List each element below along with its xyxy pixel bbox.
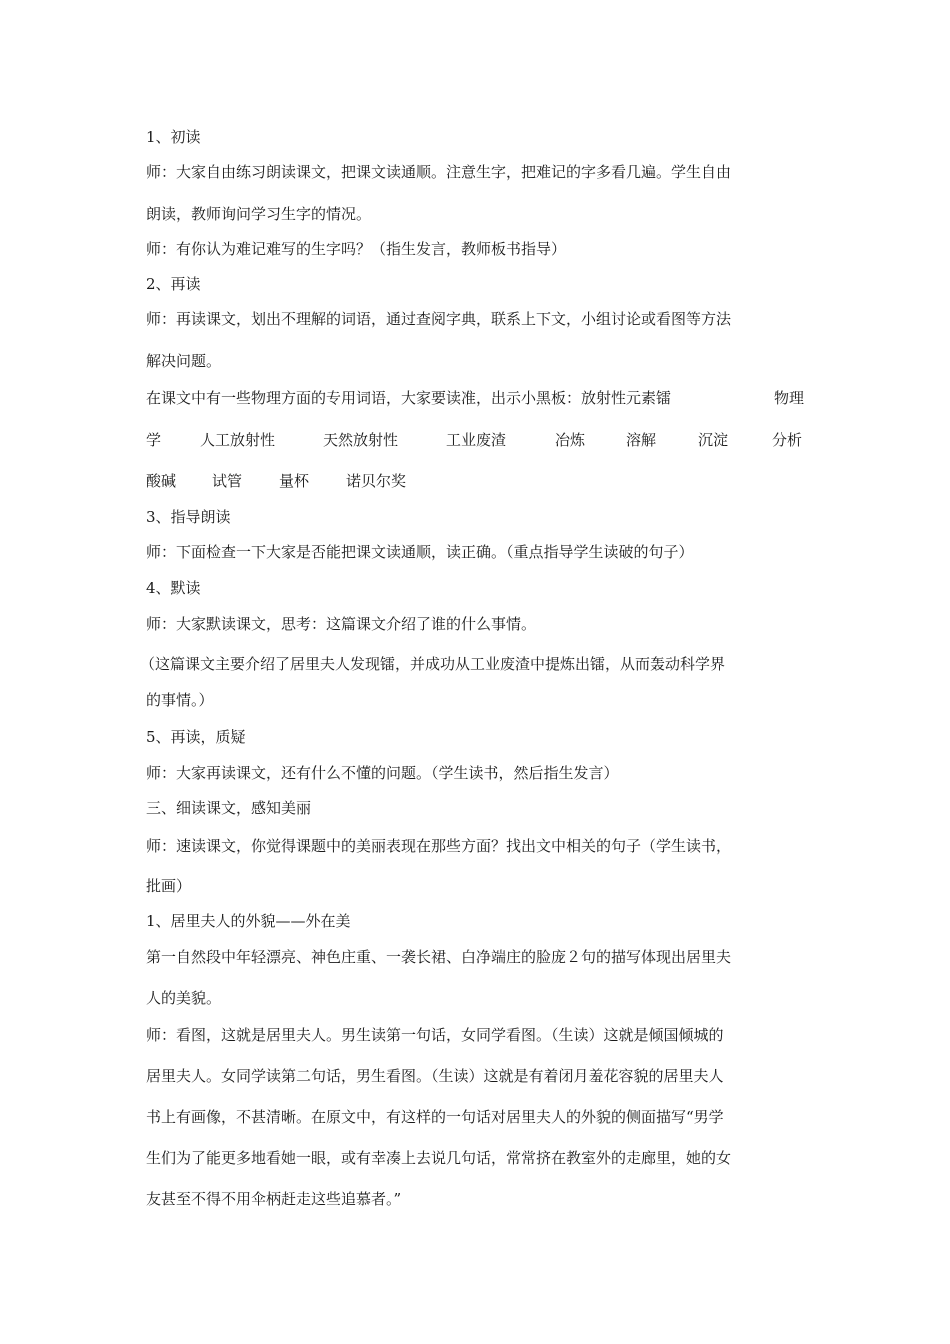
- paragraph-line: 居里夫人。女同学读第二句话，男生看图。（生读）这就是有着闭月羞花容貌的居里夫人: [146, 1067, 724, 1085]
- vocab-term: 冶炼: [555, 431, 586, 449]
- paragraph-line: 批画）: [146, 877, 192, 895]
- heading-reread-question: 5、再读，质疑: [146, 728, 246, 746]
- vocab-term: 酸碱: [146, 472, 177, 490]
- paragraph-line: 师：大家自由练习朗读课文，把课文读通顺。注意生字，把难记的字多看几遍。学生自由: [146, 163, 732, 181]
- paragraph-line: 朗读，教师询问学习生字的情况。: [146, 205, 372, 223]
- paragraph-line: 第一自然段中年轻漂亮、神色庄重、一袭长裙、白净端庄的脸庞２句的描写体现出居里夫: [146, 948, 732, 966]
- vocab-term: 天然放射性: [323, 431, 399, 449]
- vocab-term: 诺贝尔奖: [346, 472, 407, 490]
- heading-section-three: 三、细读课文，感知美丽: [146, 799, 312, 817]
- paragraph-line: 在课文中有一些物理方面的专用词语，大家要读准，出示小黑板：放射性元素镭: [146, 389, 672, 407]
- vocab-term: 物理: [774, 389, 805, 407]
- paragraph-line: 师：大家默读课文，思考：这篇课文介绍了谁的什么事情。: [146, 615, 537, 633]
- heading-silent-reading: 4、默读: [146, 579, 201, 597]
- paragraph-line: 师：大家再读课文，还有什么不懂的问题。（学生读书，然后指生发言）: [146, 764, 619, 782]
- vocab-term: 工业废渣: [446, 431, 507, 449]
- vocab-term: 学: [146, 431, 162, 449]
- paragraph-line: 师：下面检查一下大家是否能把课文读通顺，读正确。（重点指导学生读破的句子）: [146, 543, 694, 561]
- paragraph-line: 师：有你认为难记难写的生字吗？（指生发言，教师板书指导）: [146, 240, 567, 258]
- paragraph-line: 师：再读课文，划出不理解的词语，通过查阅字典，联系上下文，小组讨论或看图等方法: [146, 310, 732, 328]
- vocab-term: 沉淀: [698, 431, 729, 449]
- heading-first-reading: 1、初读: [146, 128, 201, 146]
- paragraph-line: 师：速读课文，你觉得课题中的美丽表现在那些方面？找出文中相关的句子（学生读书，: [146, 837, 732, 855]
- paragraph-line: 解决问题。: [146, 352, 222, 370]
- heading-second-reading: 2、再读: [146, 275, 201, 293]
- heading-appearance: 1、居里夫人的外貌——外在美: [146, 912, 351, 930]
- paragraph-line: 的事情。）: [146, 691, 214, 709]
- paragraph-line: 友甚至不得不用伞柄赶走这些追慕者。”: [146, 1190, 402, 1208]
- vocab-term: 溶解: [626, 431, 657, 449]
- paragraph-line: 生们为了能更多地看她一眼，或有幸凑上去说几句话，常常挤在教室外的走廊里，她的女: [146, 1149, 732, 1167]
- vocab-term: 人工放射性: [200, 431, 276, 449]
- vocab-term: 试管: [212, 472, 243, 490]
- paragraph-line: 师：看图，这就是居里夫人。男生读第一句话，女同学看图。（生读）这就是倾国倾城的: [146, 1026, 724, 1044]
- paragraph-line: （这篇课文主要介绍了居里夫人发现镭，并成功从工业废渣中提炼出镭，从而轰动科学界: [140, 655, 726, 673]
- vocab-term: 量杯: [279, 472, 310, 490]
- paragraph-line: 人的美貌。: [146, 989, 222, 1007]
- vocab-term: 分析: [772, 431, 803, 449]
- paragraph-line: 书上有画像，不甚清晰。在原文中，有这样的一句话对居里夫人的外貌的侧面描写“男学: [146, 1108, 724, 1126]
- heading-guided-reading: 3、指导朗读: [146, 508, 231, 526]
